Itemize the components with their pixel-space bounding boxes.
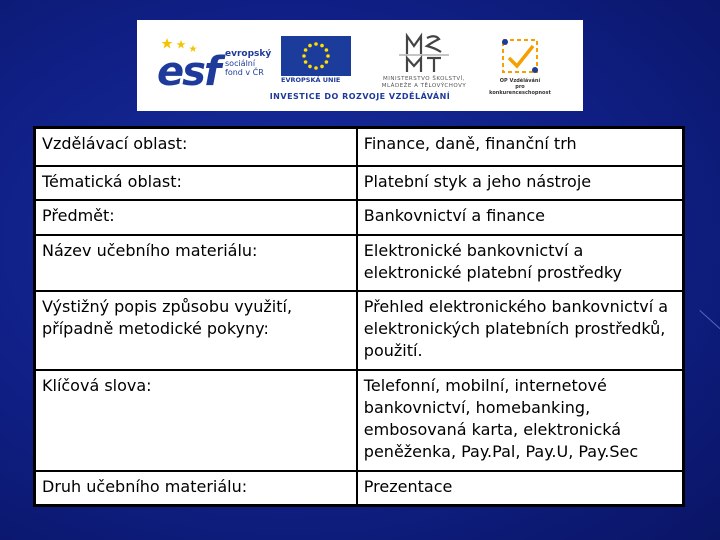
info-table: [33, 126, 685, 507]
msmt-logo: [369, 32, 479, 94]
op-logo: [485, 34, 555, 98]
op-line-1: OP Vzdělávání: [499, 78, 541, 84]
op-emblem-icon: [485, 34, 555, 78]
row-label: Výstižný popis způsobu využití, případně metodické pokyny:: [35, 291, 357, 370]
esf-line-1: evropský: [225, 49, 272, 59]
row-label: Název učebního materiálu:: [35, 235, 357, 291]
row-label: Předmět:: [35, 200, 357, 235]
logo-tagline: INVESTICE DO ROZVOJE VZDĚLÁVÁNÍ: [269, 92, 451, 101]
decorative-line: [699, 310, 720, 338]
msmt-caption: [369, 76, 479, 90]
row-value: Platební styk a jeho nástroje: [357, 166, 684, 200]
table-row: [35, 166, 684, 200]
eu-logo: [281, 36, 351, 88]
row-label: Klíčová slova:: [35, 370, 357, 471]
msmt-emblem-icon: [369, 32, 479, 76]
esf-wordmark: esf: [157, 49, 220, 95]
esf-line-3: fond v ČR: [225, 68, 264, 77]
row-value: Bankovnictví a finance: [357, 200, 684, 235]
esf-line-2: sociální: [225, 59, 256, 68]
op-line-2: pro konkurenceschopnost: [489, 84, 551, 96]
esf-text: [225, 50, 285, 77]
row-value: Prezentace: [357, 471, 684, 506]
row-value: Elektronické bankovnictví a elektronické platební prostředky: [357, 235, 684, 291]
row-label: Tématická oblast:: [35, 166, 357, 200]
esf-logo: [157, 36, 282, 95]
table-row: [35, 471, 684, 506]
eu-flag-icon: [281, 36, 351, 76]
table-row: [35, 235, 684, 291]
table-row: [35, 370, 684, 471]
row-value: Přehled elektronického bankovnictví a elektronických platebních prostředků, použití.: [357, 291, 684, 370]
eu-caption: EVROPSKÁ UNIE: [281, 76, 341, 84]
row-value: Telefonní, mobilní, internetové bankovnictví, homebanking, embosovaná karta, elektronická peněženka, Pay.Pal, Pay.U, Pay.Sec: [357, 370, 684, 471]
msmt-line-2: MLÁDEŽE A TĚLOVÝCHOVY: [381, 83, 467, 89]
table-row: [35, 291, 684, 370]
row-label: Vzdělávací oblast:: [35, 128, 357, 167]
row-value: Finance, daně, finanční trh: [357, 128, 684, 167]
table-row: [35, 200, 684, 235]
msmt-line-1: MINISTERSTVO ŠKOLSTVÍ,: [382, 76, 466, 82]
row-label: Druh učebního materiálu:: [35, 471, 357, 506]
table-row: [35, 128, 684, 167]
logo-bar: [137, 20, 583, 111]
